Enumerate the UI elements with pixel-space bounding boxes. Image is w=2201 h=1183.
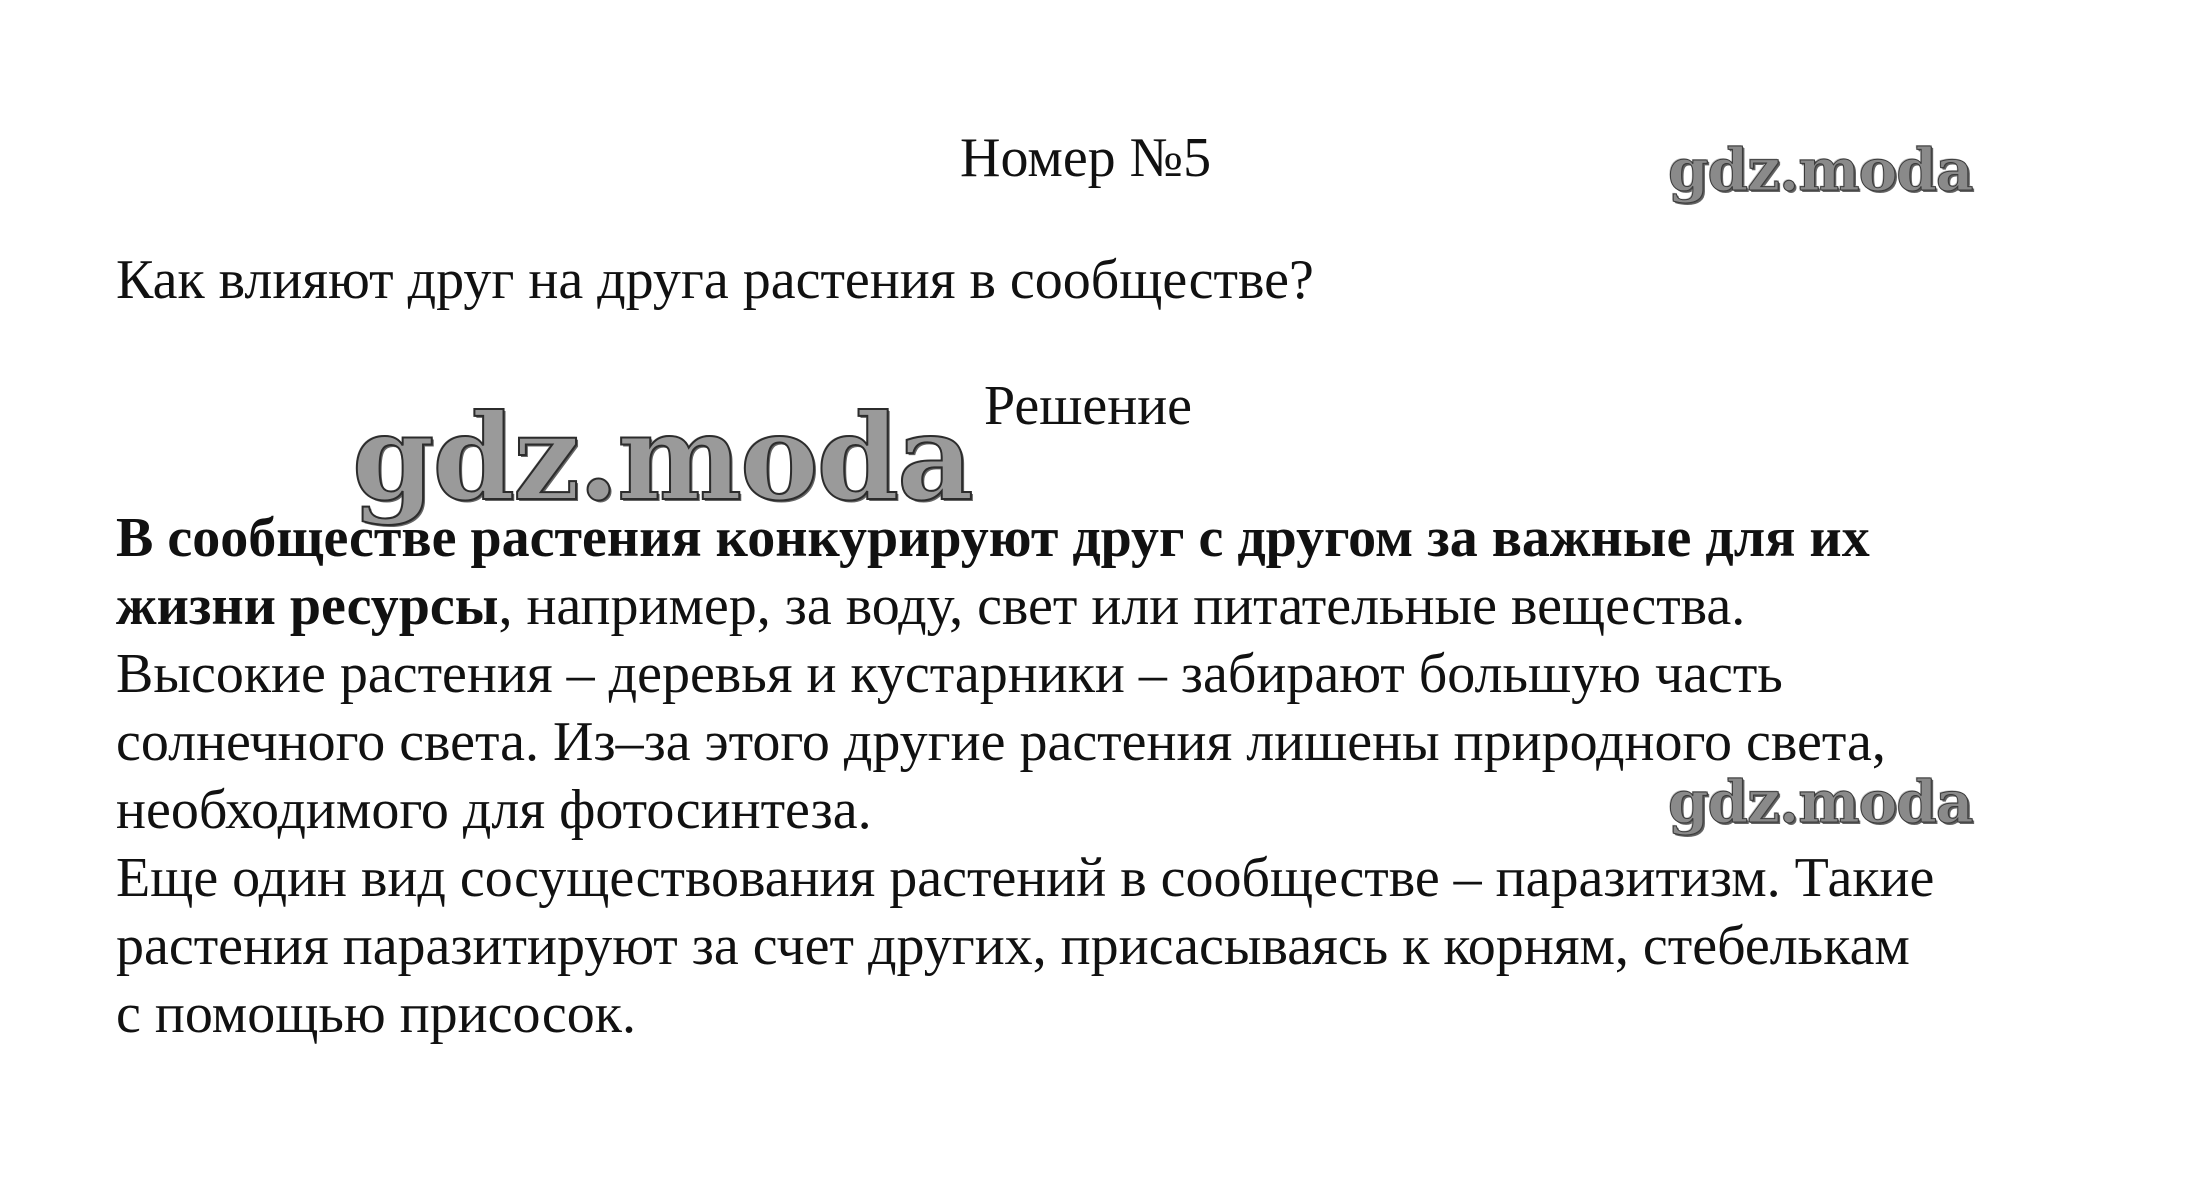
solution-line-normal: , например, за воду, свет или питательные вещества. [498,575,1746,637]
solution-line-bold: жизни ресурсы [116,575,499,637]
solution-line [116,572,2136,640]
solution-line [116,504,2136,572]
task-number-title: Номер №5 [960,127,1212,189]
watermark-middle: gdz.moda [1668,768,1973,836]
solution-line [116,912,2136,980]
solution-line [116,980,2136,1048]
solution-heading: Решение [984,375,1193,437]
solution-line-normal: необходимого для фотосинтеза. [116,779,872,841]
solution-line [116,708,2136,776]
solution-line-normal: с помощью присосок. [116,983,636,1045]
solution-line [116,844,2136,912]
watermark-top: gdz.moda [1668,136,1973,204]
solution-line-normal: солнечного света. Из–за этого другие растения лишены природного света, [116,711,1886,773]
solution-line-normal: растения паразитируют за счет других, присасываясь к корням, стебелькам [116,915,1910,977]
solution-line-normal: Высокие растения – деревья и кустарники – забирают большую часть [116,643,1783,705]
solution-line-normal: Еще один вид сосуществования растений в сообществе – паразитизм. Такие [116,847,1935,909]
solution-line [116,640,2136,708]
solution-line [116,776,2136,844]
solution-text [116,504,2136,1048]
solution-line-bold: В сообществе растения конкурируют друг с другом за важные для их [116,507,1870,569]
watermark-large: gdz.moda [352,388,972,527]
task-question: Как влияют друг на друга растения в сообществе? [116,249,1314,311]
